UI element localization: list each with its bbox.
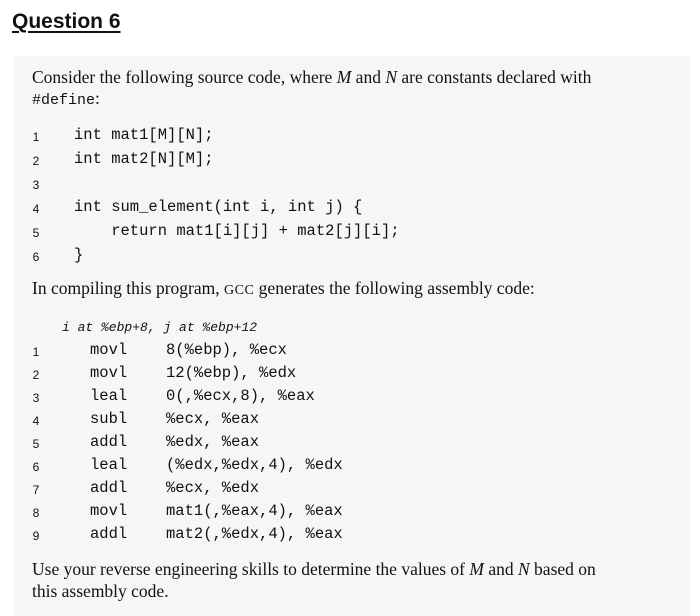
compile-paragraph — [32, 278, 535, 299]
asm-operands: 0(,%ecx,8), %eax — [166, 387, 315, 405]
source-line-code: int mat1[M][N]; — [74, 126, 214, 144]
intro-define-line — [32, 88, 100, 109]
final-m: M — [469, 559, 484, 579]
final-suffix: based on — [529, 559, 596, 579]
asm-opcode: addl — [90, 525, 128, 543]
asm-operands: %edx, %eax — [166, 433, 260, 451]
compile-gcc: GCC — [224, 283, 255, 298]
intro-define: #define — [32, 92, 96, 109]
compile-after: generates the following assembly code: — [254, 278, 535, 298]
source-line-code: int mat2[N][M]; — [74, 150, 214, 168]
intro-and: and — [351, 67, 386, 87]
asm-operands: mat2(,%edx,4), %eax — [166, 525, 343, 543]
asm-line-number: 8 — [32, 506, 40, 520]
asm-line-number: 7 — [32, 483, 40, 497]
intro-paragraph — [32, 66, 682, 88]
source-line-number: 4 — [32, 202, 40, 216]
final-line2: this assembly code. — [32, 581, 169, 601]
asm-opcode: subl — [90, 410, 128, 428]
final-prefix: Use your reverse engineering skills to determine the values of — [32, 559, 470, 579]
asm-line-number: 6 — [32, 460, 40, 474]
asm-line-number: 2 — [32, 368, 40, 382]
intro-n: N — [385, 67, 398, 87]
asm-opcode: leal — [90, 456, 128, 474]
source-line-number: 6 — [32, 250, 40, 264]
asm-operands: %ecx, %eax — [166, 410, 260, 428]
intro-m: M — [336, 67, 352, 87]
asm-opcode: movl — [90, 341, 128, 359]
intro-suffix: are constants declared with — [397, 67, 592, 87]
asm-line-number: 1 — [32, 345, 40, 359]
assembly-comment: i at %ebp+8, j at %ebp+12 — [62, 320, 258, 335]
asm-line-number: 3 — [32, 391, 40, 405]
asm-opcode: movl — [90, 502, 128, 520]
source-line-code: return mat1[i][j] + mat2[j][i]; — [74, 222, 400, 240]
source-line-code: int sum_element(int i, int j) { — [74, 198, 363, 216]
asm-opcode: leal — [90, 387, 128, 405]
source-line-number: 1 — [32, 130, 40, 144]
asm-line-number: 4 — [32, 414, 40, 428]
intro-colon: : — [95, 88, 100, 108]
asm-operands: 12(%ebp), %edx — [166, 364, 297, 382]
asm-opcode: addl — [90, 479, 128, 497]
source-line-number: 3 — [32, 178, 40, 192]
final-n: N — [517, 559, 530, 579]
asm-operands: mat1(,%eax,4), %eax — [166, 502, 343, 520]
final-and: and — [483, 559, 518, 579]
asm-opcode: movl — [90, 364, 128, 382]
intro-prefix: Consider the following source code, where — [32, 67, 337, 87]
compile-before: In compiling this program, — [32, 278, 224, 298]
asm-line-number: 9 — [32, 529, 40, 543]
asm-operands: %ecx, %edx — [166, 479, 260, 497]
asm-operands: (%edx,%edx,4), %edx — [166, 456, 343, 474]
asm-operands: 8(%ebp), %ecx — [166, 341, 287, 359]
asm-opcode: addl — [90, 433, 128, 451]
source-line-code: } — [74, 246, 84, 264]
source-line-number: 5 — [32, 226, 40, 240]
question-title: Question 6 — [12, 10, 121, 33]
asm-line-number: 5 — [32, 437, 40, 451]
source-line-number: 2 — [32, 154, 40, 168]
final-paragraph — [32, 558, 682, 602]
